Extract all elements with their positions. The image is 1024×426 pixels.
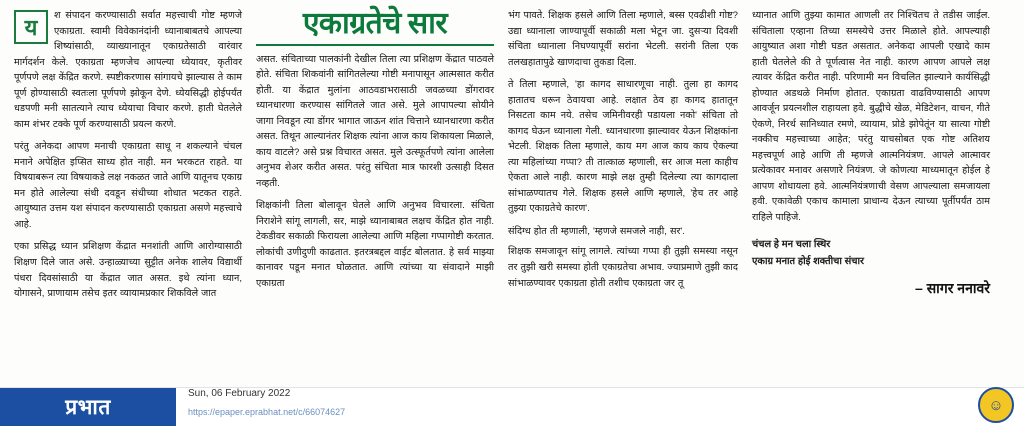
publication-logo xyxy=(0,388,176,426)
smiley-face-glyph: ☺ xyxy=(988,396,1004,414)
paragraph: एका प्रसिद्ध ध्यान प्रशिक्षण केंद्रात मनशांती आणि आरोग्यासाठी शिक्षण दिले जात असे. उन्हाळ्याच्या सुट्टीत अनेक शालेय विद्यार्थी पंधरा दिवसांसाठी या केंद्रात जात असत. इथे त्यांना ध्यान, योगासने, प्राणायाम तसेच इतर व्यायामप्रकार शिकविले जात xyxy=(14,241,242,300)
article-column-4 xyxy=(752,8,990,384)
smiley-mascot-icon xyxy=(978,387,1014,423)
article-author: – सागर ननावरे xyxy=(915,279,990,296)
drop-cap: य xyxy=(14,10,48,44)
paragraph: श संपादन करण्यासाठी सर्वात महत्त्वाची गोष्ट म्हणजे एकाग्रता. स्वामी विवेकानंदांनी ध्यानाबाबतचे आपल्या शिष्यांसाठी, व्याख्यानातून एकाग्रतेसाठी वारंवार मार्गदर्शन केले. एकाग्रता म्हणजेच आपल्या ध्येयावर, कृतीवर पूर्णपणे लक्ष केंद्रित करणे. स्पष्टीकरणास सांगायचे झाल्यास ते काम पूर्ण होण्यासाठी स्वतःला पूर्णपणे झोकून देणे. ध्येयसिद्धी होईपर्यंत धडपणी मनी सातत्याने त्याच ध्येयाचा विचार करणे. हाती घेतलेले काम शंभर टक्के पूर्ण करण्यासाठी प्रयत्न करणे. xyxy=(14,10,242,130)
epaper-link[interactable]: https://epaper.eprabhat.net/c/66074627 xyxy=(188,407,346,418)
paragraph: ते तिला म्हणाले, 'हा कागद साधारणूचा नाही. तुला हा कागद हातातच धरून ठेवायचा आहे. लक्षात ठेव हा कागद हातातून निसटता काम नये. तसेच जमिनीवरही पडायला नको' संचिता तो कागद घेऊन ध्यानाला गेली. ध्यानधारणा झाल्यावर येऊन शिक्षकांना भेटली. शिक्षक तिला म्हणाले, काय मग आज काय काय ऐकल्या त्या महिलांच्या गप्पा? ती तात्काळ म्हणाली, सर आज मला काहीच ऐकता आले नाही. कारण माझे लक्ष तुम्ही दिलेल्या त्या कागदाला सांभाळण्यातच गेले. शिक्षक हसले आणि म्हणाले, 'हेच तर आहे तुझ्या एकाग्रतेचे कारण'. xyxy=(508,79,738,215)
publication-date: Sun, 06 February 2022 xyxy=(188,387,291,399)
footer-meta xyxy=(188,387,345,422)
page-title: एकाग्रतेचे सार xyxy=(256,8,494,46)
paragraph: ध्यानात आणि तुझ्या कामात आणली तर निश्चितच ते तडीस जाईल. संचिताला एव्हाना तिच्या समस्येचे उत्तर मिळाले होते. आपल्याही आयुष्यात अशा गोष्टी घडत असतात. अनेकदा आपली एखादे काम हाती घेतलेले की ते पूर्णत्वास नेत नाही. कारण आपण आपले लक्ष त्यावर केंद्रित करीत नाही. परिणामी मन विचलित झाल्याने कार्यसिद्धी होण्यात अडथळे निर्माण होतात. एकाग्रता वाढविण्यासाठी आपण आवर्जून प्रयत्नशील राहायला हवे. बुद्धीचे खेळ, मेडिटेशन, वाचन, गीते ऐकणे, निरर्थ सानिध्यात रमणे, व्यायाम, प्रोडे झोपेतूंन या सात्या गोष्टी नक्कीच महत्त्वाच्या आहेत; परंतु याचसोबत एक गोष्ट अतिशय महत्त्वपूर्ण आहे आणि ती म्हणजे आत्मनियंत्रण. आपले आत्मावर प्रत्येकावर मनावर असणारे नियंत्रण. जे कोणत्या माध्यमातून होईल हे आपण शोधायला हवे. आत्मनियंत्रणाची वेसण आपल्याला समजायला हवी. एकावेळी एकाच कामाला प्राधान्य देऊन त्याच्या पूर्तीपर्यंत ठाम राहिले पाहिजे. xyxy=(752,10,990,223)
paragraph: परंतु अनेकदा आपण मनाची एकाग्रता साधू न शकल्याने चंचल मनाने अपेक्षित इप्सित साध्य होत नाही. मन भरकटत राहते. या विषयाबरून त्या विषयाकडे लक्ष नकळत जाते आणि यातूनच एकाग्र मन होते आलेल्या संधी दवडून संधीच्या शोधात भटकत राहते. आयुष्यात उत्तम यश संपादन करण्यासाठी एकाग्रता असणे महत्त्वाचे आहे. xyxy=(14,141,242,230)
publication-name: प्रभात xyxy=(65,395,111,419)
paragraph: असत. संचिताच्या पालकांनी देखील तिला त्या प्रशिक्षण केंद्रात पाठवले होते. संचिता शिकवांनी सांगितलेल्या गोष्टी मनापासून आत्मसात करीत होती. या केंद्रात मुलांना आठवडाभरासाठी जवळच्या डोंगरावर ध्यानधारणा करण्यास सांगितले जात असे. मुले आपापल्या सोयीने जागा निवडून त्या डोंगर भागात जाऊन शांत चित्ताने ध्यानधारणा करीत असत. तिथून आल्यानंतर शिक्षक त्यांना आज काय शिकायला मिळाले, काय वाटले? असे प्रश्न विचारत असत. मुले उत्स्फूर्तपणे त्यांना आलेला अनुभव शेअर करीत असत. परंतु संचिता मात्र फारशी उत्साही दिसत नव्हती. xyxy=(256,53,494,189)
closing-verse xyxy=(752,237,990,270)
paragraph: संदिग्ध होत ती म्हणाली, 'म्हणजे समजले नाही, सर'. xyxy=(508,225,685,237)
article-column-3 xyxy=(508,8,738,384)
article-column-2 xyxy=(256,8,494,384)
page-footer xyxy=(0,387,1024,426)
paragraph: शिक्षकांनी तिला बोलावून घेतले आणि अनुभव विचारला. संचिता निराशेने सांगू लागली, सर, माझे ध्यानाबाबत लक्षच केंद्रित होत नाही. टेकडीवर सकाळी फिरायला आलेल्या आणि महिला गप्पागोष्टी करतात. लोकांची उणीदुणी काढतात. इतरत्रबद्दल वाईट बोलतात. हे सर्व माझ्या कानावर पडून मनात घोळतात. आणि त्यांच्या या संवादाने माझी एकाग्रता xyxy=(256,200,494,289)
verse-line: एकाग्र मनात होई शक्तीचा संचार xyxy=(752,256,865,268)
verse-line: चंचल हे मन चला स्थिर xyxy=(752,239,831,251)
paragraph: भंग पावते. शिक्षक हसले आणि तिला म्हणाले, बस्स एवढीशी गोष्ट? उद्या ध्यानाला जाण्यापूर्वी सकाळी मला भेटून जा. दुसऱ्या दिवशी संचिता ध्यानाला निघण्यापूर्वी सरांना भेटली. सरांनी तिला एक तलखहातापुढे खाणदाचा तुकडा दिला. xyxy=(508,10,738,68)
article-column-1 xyxy=(14,8,242,384)
paragraph: शिक्षक समजावून सांगू लागले. त्यांच्या गप्पा ही तुझी समस्या नसून तर तुझी खरी समस्या होती एकाग्रतेचा अभाव. ज्याप्रमाणे तुझी काद सांभाळण्यावर एकाग्रता होती तशीच एकाग्रता जर तू xyxy=(508,246,738,289)
